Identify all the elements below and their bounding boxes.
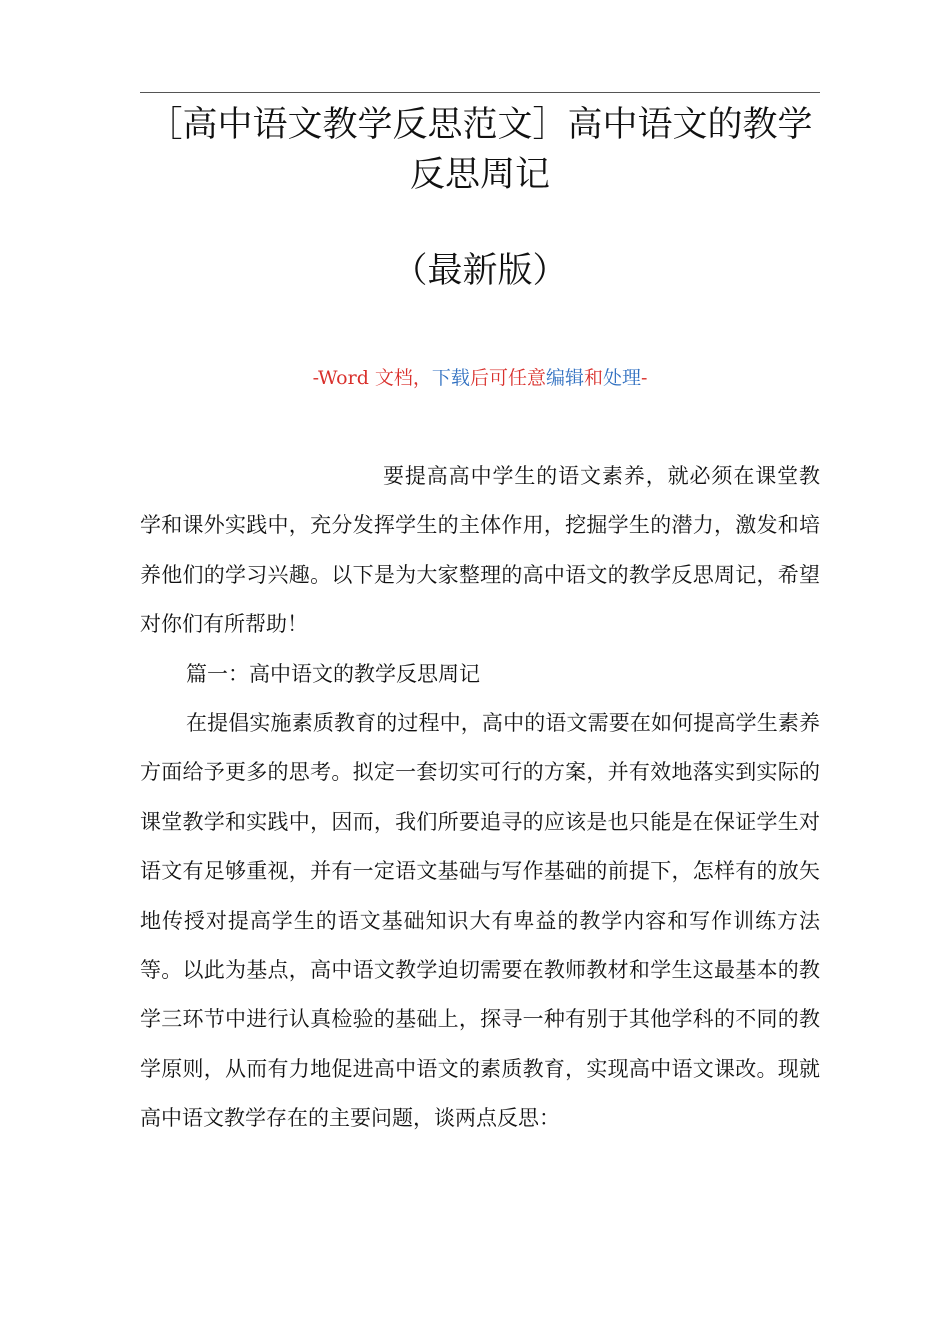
title-line-2: 反思周记 xyxy=(409,155,550,195)
section-heading: 篇一：高中语文的教学反思周记 xyxy=(186,661,480,686)
document-title xyxy=(140,100,820,200)
header-rule xyxy=(140,92,820,93)
document-body xyxy=(140,452,820,1144)
download-tagline xyxy=(140,364,820,392)
tagline-segment: 后可任意 xyxy=(469,367,546,389)
tagline-segment: 下载 xyxy=(431,367,470,389)
tagline-segment: -Word 文档， xyxy=(312,367,432,389)
tagline-segment: 编辑 xyxy=(545,367,584,389)
tagline-segment: 处理 xyxy=(602,367,641,389)
intro-paragraph: 要提高高中学生的语文素养，就必须在课堂教学和课外实践中，充分发挥学生的主体作用，挖掘学生的潜力，激发和培养他们的学习兴趣。以下是为大家整理的高中语文的教学反思周记，希望对你们有所帮助！ xyxy=(140,464,820,637)
tagline-segment: 和 xyxy=(583,367,603,389)
body-paragraph: 在提倡实施素质教育的过程中，高中的语文需要在如何提高学生素养方面给予更多的思考。拟定一套切实可行的方案，并有效地落实到实际的课堂教学和实践中，因而，我们所要追寻的应该是也只能是在保证学生对语文有足够重视，并有一定语文基础与写作基础的前提下，怎样有的放矢地传授对提高学生的语文基础知识大有卑益的教学内容和写作训练方法等。以此为基点，高中语文教学迫切需要在教师教材和学生这最基本的教学三环节中进行认真检验的基础上，探寻一种有别于其他学科的不同的教学原则，从而有力地促进高中语文的素质教育，实现高中语文课改。现就高中语文教学存在的主要问题，谈两点反思： xyxy=(140,711,820,1131)
title-line-1: ［高中语文教学反思范文］高中语文的教学 xyxy=(147,105,813,145)
tagline-segment: - xyxy=(641,367,648,389)
edition-label: （最新版） xyxy=(392,251,568,291)
